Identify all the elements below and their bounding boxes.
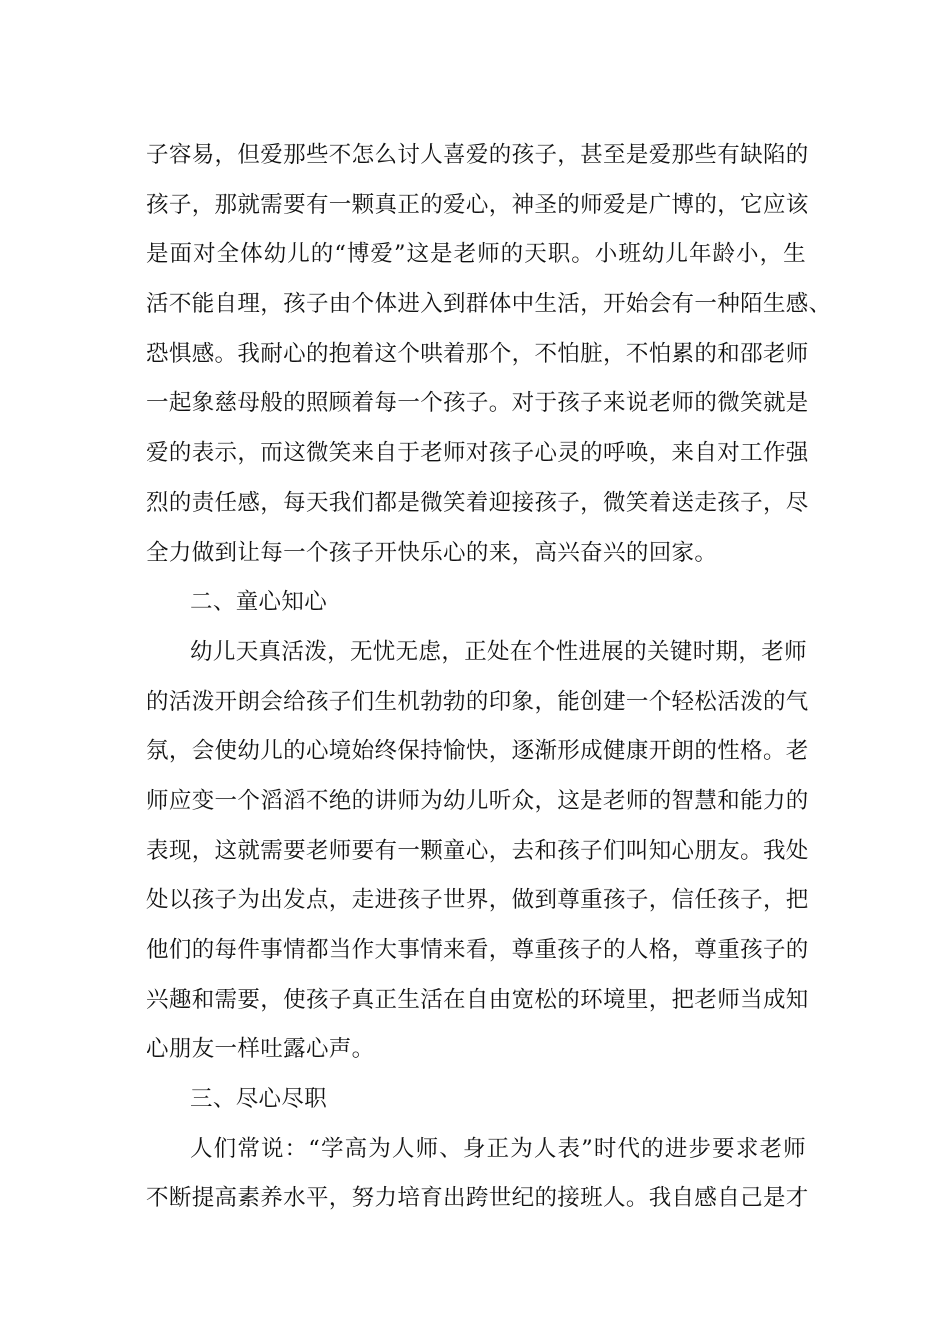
text-line: 心朋友一样吐露心声。 [146,1036,375,1063]
text-line: 幼儿天真活泼，无忧无虑，正处在个性进展的关键时期，老师 [190,638,807,665]
text-line: 人们常说：“学高为人师、身正为人表”时代的进步要求老师 [190,1135,806,1162]
text-line: 子容易，但爱那些不怎么讨人喜爱的孩子，甚至是爱那些有缺陷的 [146,142,809,168]
text-line: 表现，这就需要老师要有一颗童心，去和孩子们叫知心朋友。我处 [146,837,809,864]
text-line: 不断提高素养水平，努力培育出跨世纪的接班人。我自感自己是才 [146,1185,809,1212]
text-line: 爱的表示，而这微笑来自于老师对孩子心灵的呼唤，来自对工作强 [146,440,809,467]
text-line: 是面对全体幼儿的“博爱”这是老师的天职。小班幼儿年龄小，生 [146,241,806,268]
text-line: 全力做到让每一个孩子开快乐心的来，高兴奋兴的回家。 [146,539,718,566]
section-heading: 二、童心知心 [190,589,328,616]
document-body [146,131,832,1224]
text-line: 处以孩子为出发点，走进孩子世界，做到尊重孩子，信任孩子，把 [146,887,809,914]
text-line: 孩子，那就需要有一颗真正的爱心，神圣的师爱是广博的，它应该 [146,191,809,218]
text-line: 一起象慈母般的照顾着每一个孩子。对于孩子来说老师的微笑就是 [146,390,809,417]
text-line: 活不能自理，孩子由个体进入到群体中生活，开始会有一种陌生感、 [146,291,832,318]
text-line: 师应变一个滔滔不绝的讲师为幼儿听众，这是老师的智慧和能力的 [146,787,809,814]
text-line: 他们的每件事情都当作大事情来看，尊重孩子的人格，尊重孩子的 [146,937,809,963]
section-heading: 三、尽心尽职 [190,1086,328,1113]
text-line: 的活泼开朗会给孩子们生机勃勃的印象，能创建一个轻松活泼的气 [146,688,809,715]
text-line: 恐惧感。我耐心的抱着这个哄着那个，不怕脏，不怕累的和邵老师 [146,340,809,367]
text-line: 烈的责任感，每天我们都是微笑着迎接孩子，微笑着送走孩子，尽 [146,489,809,516]
text-line: 氛，会使幼儿的心境始终保持愉快，逐渐形成健康开朗的性格。老 [146,738,809,765]
text-line: 兴趣和需要，使孩子真正生活在自由宽松的环境里，把老师当成知 [146,986,809,1013]
